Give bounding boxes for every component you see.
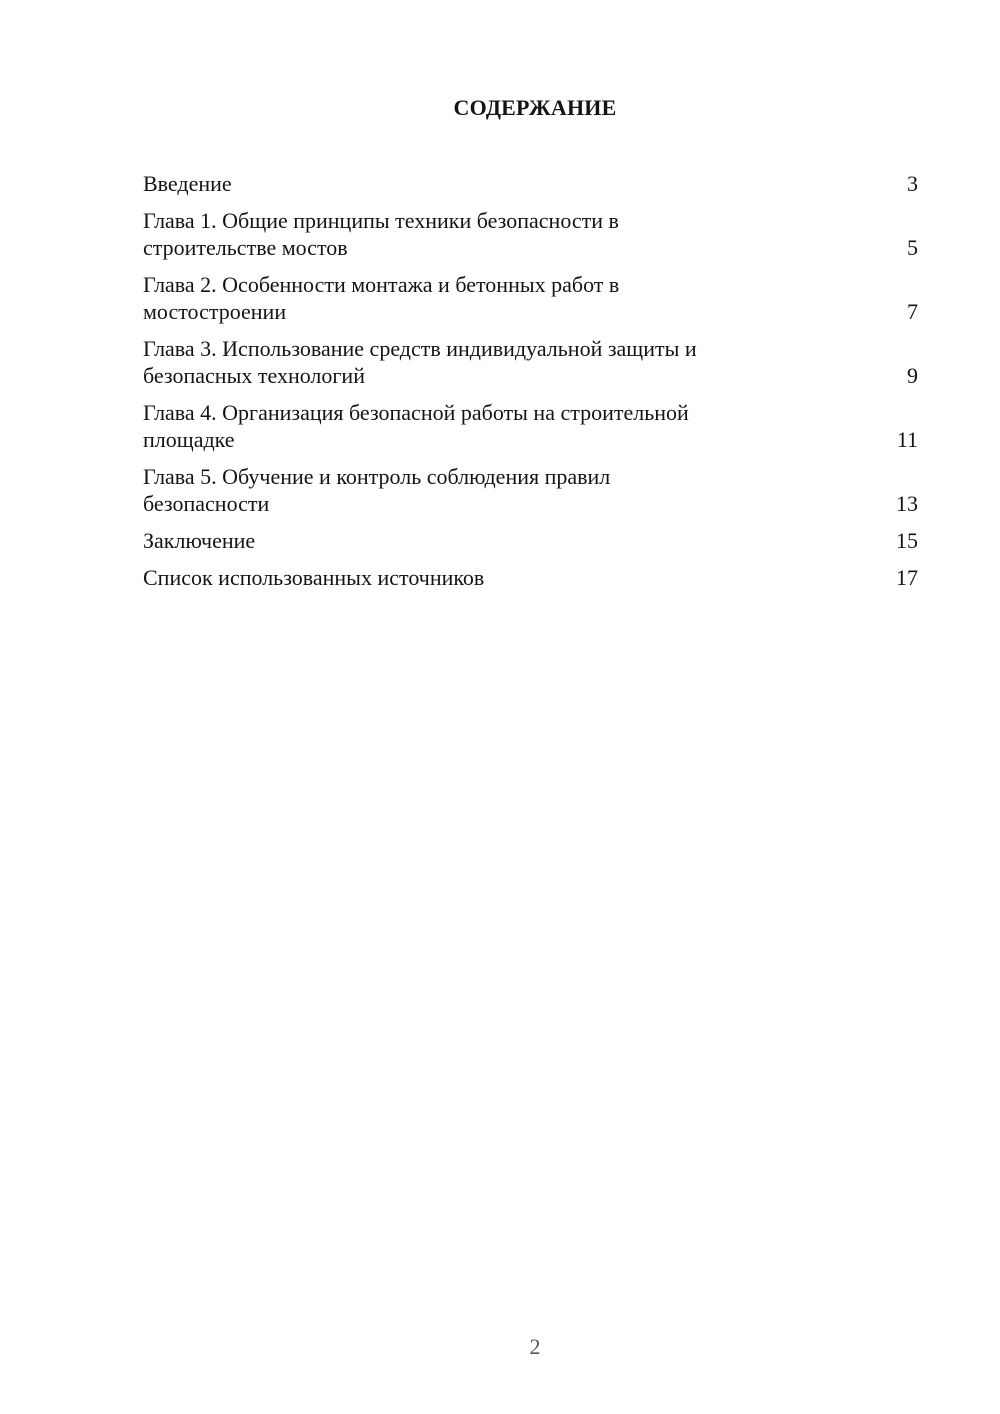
toc-entry-page-number: 5 [907,235,918,260]
toc-entry-title [143,170,232,197]
toc-entry-title-line: Глава 5. Обучение и контроль соблюдения правил [143,464,611,489]
toc-entry-conclusion[interactable] [143,527,918,554]
toc-entry-title-line: мостостроении [143,299,287,324]
table-of-contents [143,170,918,601]
toc-entry-title [143,527,255,554]
toc-entry-chapter-4[interactable] [143,399,918,453]
toc-entry-chapter-2[interactable] [143,271,918,325]
toc-entry-page-number: 17 [896,565,918,590]
toc-entry-title [143,463,610,517]
toc-entry-page-number: 9 [907,363,918,388]
toc-entry-title-line: строительстве мостов [143,235,348,260]
toc-entry-title-line: Заключение [143,528,256,553]
toc-entry-chapter-1[interactable] [143,207,918,261]
toc-entry-title-line: безопасных технологий [143,363,365,388]
toc-entry-title [143,399,689,453]
page-number: 2 [529,1334,541,1359]
toc-entry-title-line: Глава 1. Общие принципы техники безопасности в [143,208,619,233]
toc-entry-references[interactable] [143,564,918,591]
toc-entry-page-number: 3 [907,171,918,196]
toc-entry-title [143,335,697,389]
toc-entry-title-line: безопасности [143,491,270,516]
toc-entry-introduction[interactable] [143,170,918,197]
toc-entry-title-line: Глава 4. Организация безопасной работы на строительной [143,400,689,425]
toc-entry-title [143,271,619,325]
toc-entry-title-line: Глава 2. Особенности монтажа и бетонных работ в [143,272,620,297]
toc-entry-title-line: Список использованных источников [143,565,485,590]
toc-entry-title [143,564,484,591]
toc-entry-page-number: 7 [907,299,918,324]
toc-entry-page-number: 15 [896,528,918,553]
toc-entry-title [143,207,619,261]
toc-entry-title-line: Введение [143,171,232,196]
toc-entry-chapter-3[interactable] [143,335,918,389]
toc-entry-title-line: Глава 3. Использование средств индивидуальной защиты и [143,336,697,361]
toc-entry-page-number: 13 [896,491,918,516]
toc-entry-page-number: 11 [896,427,918,452]
page-title: СОДЕРЖАНИЕ [453,95,617,120]
toc-entry-chapter-5[interactable] [143,463,918,517]
toc-entry-title-line: площадке [143,427,235,452]
